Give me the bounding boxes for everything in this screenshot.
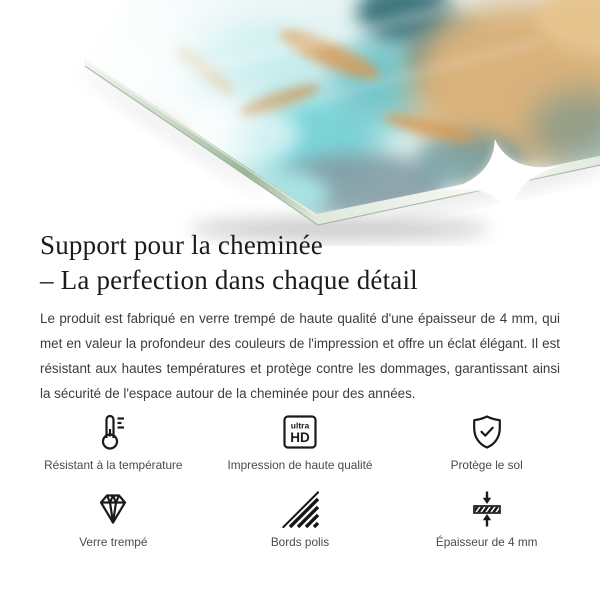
thermometer-icon xyxy=(20,412,207,452)
svg-text:ultra: ultra xyxy=(290,420,310,431)
feature-label: Résistant à la température xyxy=(44,458,183,472)
thickness-icon xyxy=(393,489,580,529)
feature-thickness xyxy=(393,489,580,550)
page-title xyxy=(40,228,560,298)
feature-tempered-glass xyxy=(20,489,207,550)
feature-label: Bords polis xyxy=(270,535,330,549)
polished-edges-icon xyxy=(207,489,394,529)
page-title-line2: – La perfection dans chaque détail xyxy=(40,265,418,295)
svg-text:HD: HD xyxy=(290,430,310,445)
ultra-hd-icon xyxy=(207,412,394,452)
feature-label: Épaisseur de 4 mm xyxy=(435,535,538,549)
product-description-section xyxy=(40,228,560,550)
feature-print-quality xyxy=(207,412,394,473)
feature-label: Verre trempé xyxy=(79,535,148,549)
feature-floor-protection xyxy=(393,412,580,473)
feature-label: Impression de haute qualité xyxy=(227,458,373,472)
feature-polished-edges xyxy=(207,489,394,550)
product-image xyxy=(0,0,600,246)
abstract-print xyxy=(60,0,600,246)
product-description-text: Le produit est fabriqué en verre trempé de haute qualité d'une épaisseur de 4 mm, qui met en valeur la profondeur des couleurs de l'impression et offre un éclat élégant. Il est résistant aux hautes températures et protège contre les dommages, garantissant ainsi la sécurité de l'espace autour de la cheminée pour des années. xyxy=(40,311,560,401)
feature-temperature xyxy=(20,412,207,473)
feature-label: Protège le sol xyxy=(450,458,523,472)
diamond-icon xyxy=(20,489,207,529)
shield-check-icon xyxy=(393,412,580,452)
page-title-line1: Support pour la cheminée xyxy=(40,230,323,260)
feature-grid xyxy=(20,412,580,550)
